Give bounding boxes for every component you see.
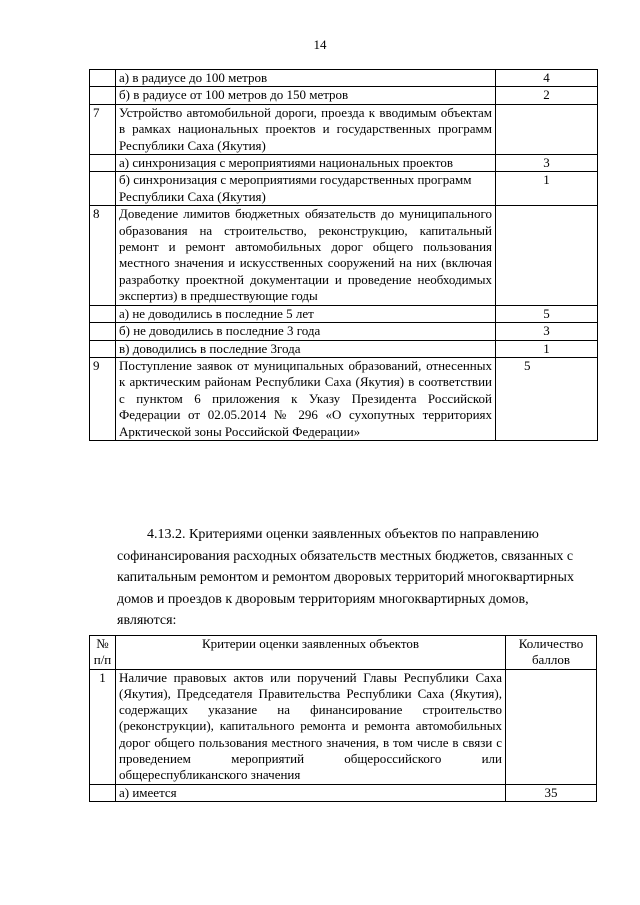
row-number: [90, 172, 116, 206]
table-row: [90, 70, 598, 87]
row-text: а) в радиусе до 100 метров: [116, 70, 496, 87]
row-text: в) доводились в последние 3года: [116, 340, 496, 357]
row-text: Поступление заявок от муниципальных образований, отнесенных к арктическим районам Республики Саха (Якутия) в соответствии с пунктом 6 приложения к Указу Президента Российской Федерации от 02.05.2014 № 296 «О сухопутных территориях Арктической зоны Российской Федерации»: [116, 357, 496, 440]
row-number: 8: [90, 206, 116, 305]
row-number: 1: [90, 669, 116, 784]
table-row: [90, 669, 597, 784]
table-row: [90, 155, 598, 172]
row-number: [90, 323, 116, 340]
row-text: б) в радиусе от 100 метров до 150 метров: [116, 87, 496, 104]
row-score: 1: [496, 172, 598, 206]
row-text: Наличие правовых актов или поручений Главы Республики Саха (Якутия), Председателя Правительства Республики Саха (Якутия), содержащих указание на финансирование строительство (реконструкции), капитального ремонта и ремонта автомобильных дорог общего пользования местного значения, в том числе в связи с проведением мероприятий общероссийского или общереспубликанского значения: [116, 669, 506, 784]
table-row: [90, 104, 598, 154]
row-score: 3: [496, 155, 598, 172]
row-number: [90, 340, 116, 357]
table-row: [90, 172, 598, 206]
paragraph-line: 4.13.2. Критериями оценки заявленных объектов по направлению: [147, 527, 539, 542]
table-row: [90, 305, 598, 322]
row-text: Доведение лимитов бюджетных обязательств до муниципального образования на строительство, реконструкцию, капитальный ремонт и ремонт автомобильных дорог общего пользования местного значения и искусственных сооружений на них (включая разработку проектной документации и проведение необходимых экспертиз) в предшествующие годы: [116, 206, 496, 305]
paragraph-line: капитальным ремонтом и ремонтом дворовых территорий многоквартирных: [117, 570, 574, 585]
row-number: [90, 155, 116, 172]
table-row: [90, 784, 597, 801]
table-row: [90, 206, 598, 305]
row-number: [90, 87, 116, 104]
header-criteria: Критерии оценки заявленных объектов: [116, 636, 506, 670]
row-score: [496, 206, 598, 305]
paragraph-line: софинансирования расходных обязательств местных бюджетов, связанных с: [117, 548, 574, 564]
paragraph-line: домов и проездов к дворовым территориям многоквартирных домов,: [117, 591, 529, 607]
page-number: 14: [313, 37, 327, 52]
row-score: [506, 669, 597, 784]
row-number: [90, 305, 116, 322]
courtyard-criteria-table: [89, 635, 597, 802]
row-text: а) имеется: [116, 784, 506, 801]
row-number: 9: [90, 357, 116, 440]
header-score: Количество баллов: [506, 636, 597, 670]
row-text: б) не доводились в последние 3 года: [116, 323, 496, 340]
table-header-row: [90, 636, 597, 670]
row-score: 3: [496, 323, 598, 340]
row-score: 5: [496, 357, 598, 440]
row-number: 7: [90, 104, 116, 154]
table-row: [90, 87, 598, 104]
row-number: [90, 784, 116, 801]
row-number: [90, 70, 116, 87]
table-row: [90, 357, 598, 440]
table-row: [90, 323, 598, 340]
row-text: б) синхронизация с мероприятиями государственных программ Республики Саха (Якутия): [116, 172, 496, 206]
header-number: № п/п: [90, 636, 116, 670]
section-paragraph: [117, 524, 597, 632]
row-score: 35: [506, 784, 597, 801]
row-score: 4: [496, 70, 598, 87]
row-text: а) не доводились в последние 5 лет: [116, 305, 496, 322]
row-score: 5: [496, 305, 598, 322]
paragraph-line: являются:: [117, 613, 177, 628]
table-row: [90, 340, 598, 357]
criteria-table-continued: [89, 69, 598, 441]
row-text: Устройство автомобильной дороги, проезда к вводимым объектам в рамках национальных проектов и государственных программ Республики Саха (Якутия): [116, 104, 496, 154]
row-score: 2: [496, 87, 598, 104]
row-score: 1: [496, 340, 598, 357]
row-score: [496, 104, 598, 154]
row-text: а) синхронизация с мероприятиями национальных проектов: [116, 155, 496, 172]
